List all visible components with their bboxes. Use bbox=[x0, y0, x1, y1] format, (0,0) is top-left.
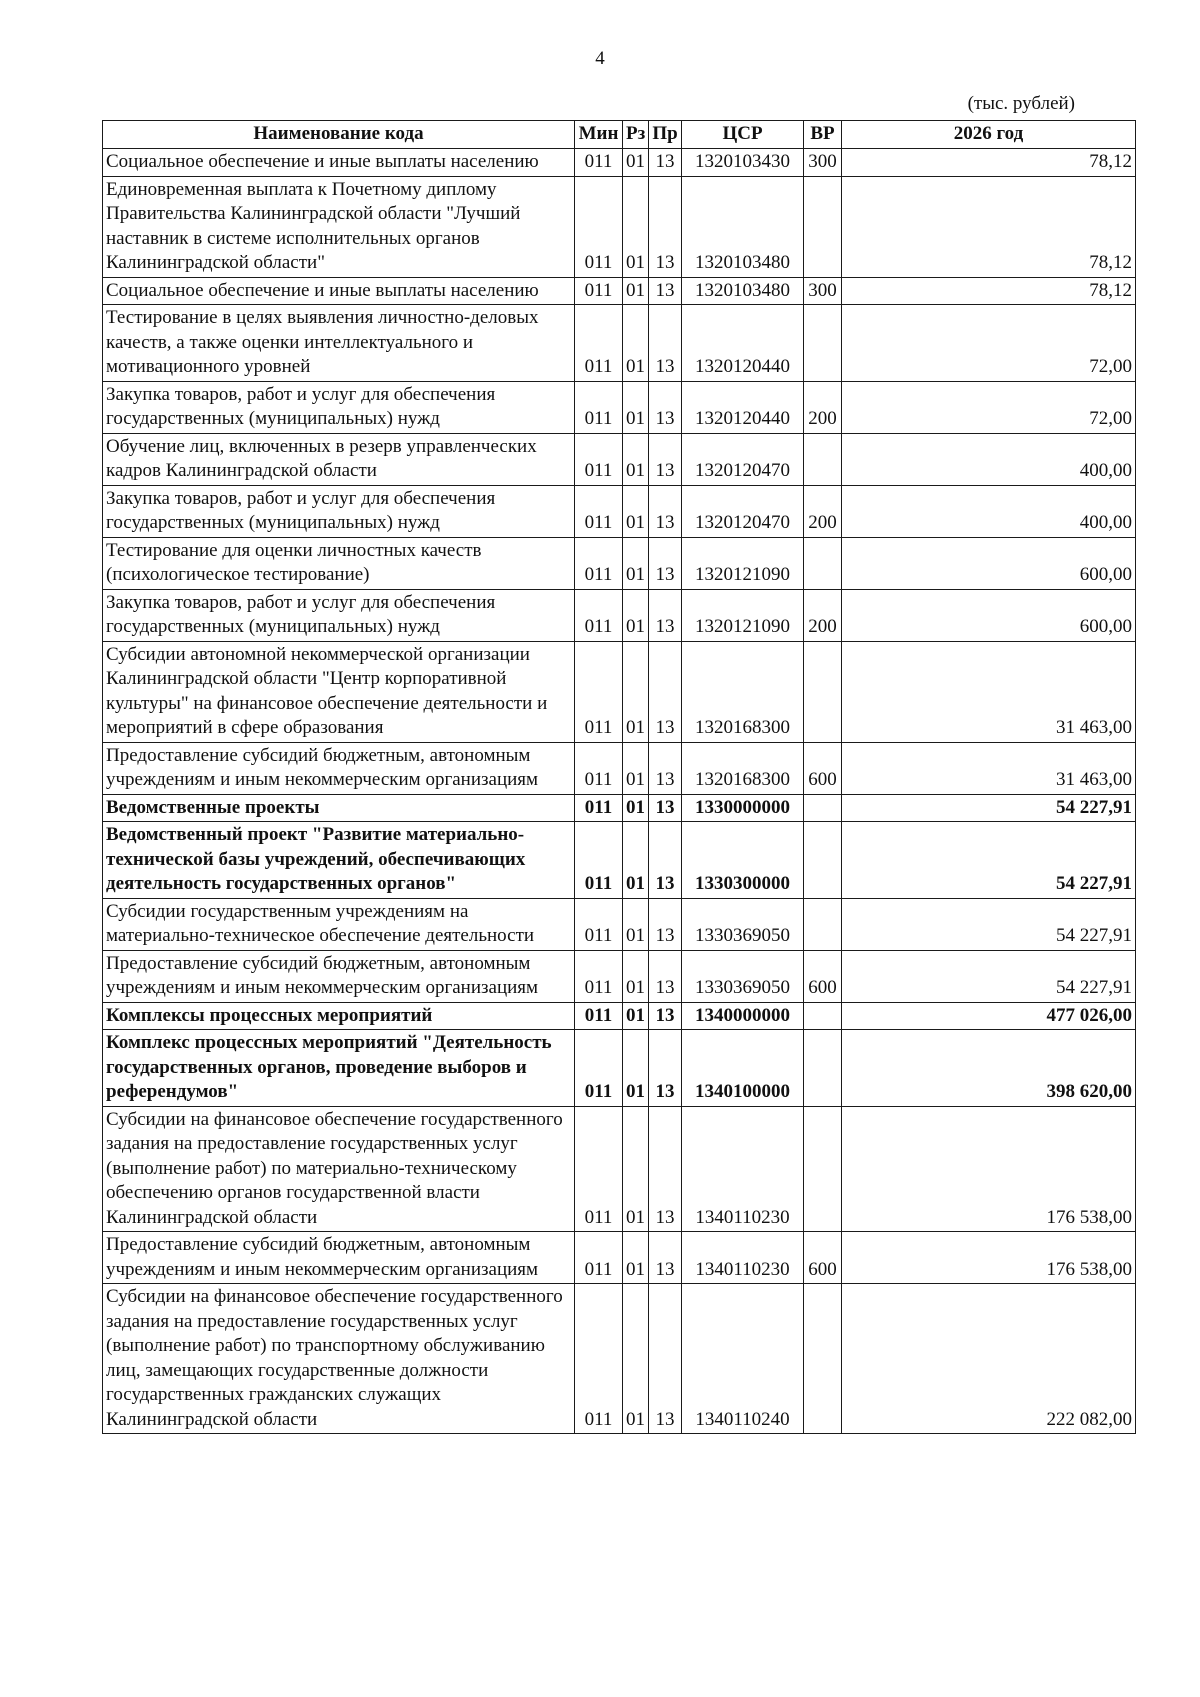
cell-min: 011 bbox=[575, 176, 623, 277]
cell-name: Закупка товаров, работ и услуг для обеспечения государственных (муниципальных) нужд bbox=[103, 381, 575, 433]
cell-pr: 13 bbox=[649, 589, 682, 641]
cell-min: 011 bbox=[575, 433, 623, 485]
units-label: (тыс. рублей) bbox=[967, 93, 1075, 114]
table-row bbox=[103, 641, 1136, 742]
cell-vr: 200 bbox=[804, 381, 842, 433]
cell-csr: 1320103430 bbox=[682, 149, 804, 177]
cell-csr: 1340110230 bbox=[682, 1106, 804, 1232]
cell-pr: 13 bbox=[649, 1030, 682, 1107]
cell-name: Тестирование для оценки личностных качеств (психологическое тестирование) bbox=[103, 537, 575, 589]
cell-csr: 1320103480 bbox=[682, 277, 804, 305]
cell-vr: 600 bbox=[804, 1232, 842, 1284]
cell-csr: 1320103480 bbox=[682, 176, 804, 277]
table-row bbox=[103, 794, 1136, 822]
cell-csr: 1340110240 bbox=[682, 1284, 804, 1434]
cell-rz: 01 bbox=[623, 381, 649, 433]
page-number: 4 bbox=[595, 48, 605, 69]
cell-vr bbox=[804, 433, 842, 485]
cell-vr: 200 bbox=[804, 589, 842, 641]
table-row bbox=[103, 1232, 1136, 1284]
cell-csr: 1330000000 bbox=[682, 794, 804, 822]
cell-min: 011 bbox=[575, 589, 623, 641]
cell-name: Тестирование в целях выявления личностно-деловых качеств, а также оценки интеллектуального и мотивационного уровней bbox=[103, 305, 575, 382]
cell-pr: 13 bbox=[649, 381, 682, 433]
cell-amount: 72,00 bbox=[842, 381, 1136, 433]
table-row bbox=[103, 277, 1136, 305]
cell-pr: 13 bbox=[649, 277, 682, 305]
cell-vr bbox=[804, 1284, 842, 1434]
cell-rz: 01 bbox=[623, 641, 649, 742]
cell-min: 011 bbox=[575, 485, 623, 537]
cell-rz: 01 bbox=[623, 1232, 649, 1284]
cell-amount: 176 538,00 bbox=[842, 1106, 1136, 1232]
cell-name: Субсидии государственным учреждениям на материально-техническое обеспечение деятельности bbox=[103, 898, 575, 950]
cell-name: Комплексы процессных мероприятий bbox=[103, 1002, 575, 1030]
cell-rz: 01 bbox=[623, 1002, 649, 1030]
cell-name: Предоставление субсидий бюджетным, автономным учреждениям и иным некоммерческим организациям bbox=[103, 950, 575, 1002]
cell-csr: 1320168300 bbox=[682, 641, 804, 742]
cell-vr: 300 bbox=[804, 149, 842, 177]
header-vr: ВР bbox=[804, 121, 842, 149]
cell-rz: 01 bbox=[623, 305, 649, 382]
cell-name: Субсидии автономной некоммерческой организации Калининградской области "Центр корпоративной культуры" на финансовое обеспечение деятельности и мероприятий в сфере образования bbox=[103, 641, 575, 742]
table-body bbox=[103, 149, 1136, 1434]
cell-vr bbox=[804, 537, 842, 589]
table-row bbox=[103, 742, 1136, 794]
cell-amount: 600,00 bbox=[842, 537, 1136, 589]
cell-name: Комплекс процессных мероприятий "Деятельность государственных органов, проведение выборов и референдумов" bbox=[103, 1030, 575, 1107]
cell-rz: 01 bbox=[623, 589, 649, 641]
cell-rz: 01 bbox=[623, 537, 649, 589]
cell-amount: 72,00 bbox=[842, 305, 1136, 382]
cell-csr: 1330300000 bbox=[682, 822, 804, 899]
header-pr: Пр bbox=[649, 121, 682, 149]
cell-name: Субсидии на финансовое обеспечение государственного задания на предоставление государственных услуг (выполнение работ) по материально-техническому обеспечению органов государственной власти Калининградской области bbox=[103, 1106, 575, 1232]
cell-min: 011 bbox=[575, 149, 623, 177]
cell-pr: 13 bbox=[649, 641, 682, 742]
cell-rz: 01 bbox=[623, 1106, 649, 1232]
table-row bbox=[103, 1030, 1136, 1107]
cell-rz: 01 bbox=[623, 277, 649, 305]
cell-amount: 78,12 bbox=[842, 149, 1136, 177]
cell-csr: 1320120470 bbox=[682, 433, 804, 485]
cell-csr: 1330369050 bbox=[682, 950, 804, 1002]
cell-rz: 01 bbox=[623, 176, 649, 277]
budget-table bbox=[102, 120, 1136, 1434]
cell-min: 011 bbox=[575, 742, 623, 794]
table-row bbox=[103, 898, 1136, 950]
cell-amount: 54 227,91 bbox=[842, 822, 1136, 899]
table-row bbox=[103, 305, 1136, 382]
cell-rz: 01 bbox=[623, 794, 649, 822]
cell-rz: 01 bbox=[623, 1284, 649, 1434]
cell-pr: 13 bbox=[649, 950, 682, 1002]
header-year: 2026 год bbox=[842, 121, 1136, 149]
cell-name: Субсидии на финансовое обеспечение государственного задания на предоставление государственных услуг (выполнение работ) по транспортному обслуживанию лиц, замещающих государственные должности государственных гражданских служащих Калининградской области bbox=[103, 1284, 575, 1434]
cell-vr: 300 bbox=[804, 277, 842, 305]
table-header-row bbox=[103, 121, 1136, 149]
cell-pr: 13 bbox=[649, 537, 682, 589]
cell-csr: 1320120440 bbox=[682, 305, 804, 382]
cell-csr: 1320120470 bbox=[682, 485, 804, 537]
cell-rz: 01 bbox=[623, 950, 649, 1002]
cell-min: 011 bbox=[575, 950, 623, 1002]
cell-amount: 78,12 bbox=[842, 277, 1136, 305]
table-row bbox=[103, 1284, 1136, 1434]
cell-amount: 31 463,00 bbox=[842, 641, 1136, 742]
cell-csr: 1320168300 bbox=[682, 742, 804, 794]
cell-csr: 1340110230 bbox=[682, 1232, 804, 1284]
cell-name: Социальное обеспечение и иные выплаты населению bbox=[103, 149, 575, 177]
cell-min: 011 bbox=[575, 1232, 623, 1284]
cell-rz: 01 bbox=[623, 1030, 649, 1107]
table-row bbox=[103, 950, 1136, 1002]
cell-pr: 13 bbox=[649, 822, 682, 899]
table-row bbox=[103, 381, 1136, 433]
cell-amount: 600,00 bbox=[842, 589, 1136, 641]
cell-csr: 1320121090 bbox=[682, 589, 804, 641]
cell-pr: 13 bbox=[649, 1106, 682, 1232]
cell-name: Единовременная выплата к Почетному диплому Правительства Калининградской области "Лучший наставник в системе исполнительных органов Калининградской области" bbox=[103, 176, 575, 277]
cell-name: Предоставление субсидий бюджетным, автономным учреждениям и иным некоммерческим организациям bbox=[103, 1232, 575, 1284]
cell-amount: 176 538,00 bbox=[842, 1232, 1136, 1284]
cell-name: Обучение лиц, включенных в резерв управленческих кадров Калининградской области bbox=[103, 433, 575, 485]
cell-rz: 01 bbox=[623, 822, 649, 899]
cell-rz: 01 bbox=[623, 898, 649, 950]
cell-vr bbox=[804, 898, 842, 950]
cell-vr bbox=[804, 794, 842, 822]
cell-vr bbox=[804, 1106, 842, 1232]
cell-name: Закупка товаров, работ и услуг для обеспечения государственных (муниципальных) нужд bbox=[103, 485, 575, 537]
cell-pr: 13 bbox=[649, 742, 682, 794]
cell-name: Ведомственный проект "Развитие материально-технической базы учреждений, обеспечивающих деятельность государственных органов" bbox=[103, 822, 575, 899]
cell-vr bbox=[804, 305, 842, 382]
cell-amount: 400,00 bbox=[842, 485, 1136, 537]
cell-csr: 1320120440 bbox=[682, 381, 804, 433]
cell-rz: 01 bbox=[623, 742, 649, 794]
cell-vr: 200 bbox=[804, 485, 842, 537]
cell-vr: 600 bbox=[804, 742, 842, 794]
cell-rz: 01 bbox=[623, 149, 649, 177]
table-row bbox=[103, 1106, 1136, 1232]
table-row bbox=[103, 537, 1136, 589]
table-row bbox=[103, 433, 1136, 485]
cell-min: 011 bbox=[575, 1106, 623, 1232]
cell-amount: 31 463,00 bbox=[842, 742, 1136, 794]
cell-pr: 13 bbox=[649, 1002, 682, 1030]
cell-amount: 400,00 bbox=[842, 433, 1136, 485]
cell-amount: 54 227,91 bbox=[842, 950, 1136, 1002]
cell-amount: 477 026,00 bbox=[842, 1002, 1136, 1030]
cell-amount: 78,12 bbox=[842, 176, 1136, 277]
cell-pr: 13 bbox=[649, 794, 682, 822]
cell-pr: 13 bbox=[649, 1284, 682, 1434]
cell-vr bbox=[804, 822, 842, 899]
table-row bbox=[103, 176, 1136, 277]
cell-amount: 398 620,00 bbox=[842, 1030, 1136, 1107]
cell-min: 011 bbox=[575, 641, 623, 742]
cell-name: Закупка товаров, работ и услуг для обеспечения государственных (муниципальных) нужд bbox=[103, 589, 575, 641]
cell-min: 011 bbox=[575, 277, 623, 305]
cell-min: 011 bbox=[575, 1002, 623, 1030]
table-row bbox=[103, 1002, 1136, 1030]
header-min: Мин bbox=[575, 121, 623, 149]
cell-vr bbox=[804, 176, 842, 277]
table-row bbox=[103, 822, 1136, 899]
cell-pr: 13 bbox=[649, 898, 682, 950]
header-csr: ЦСР bbox=[682, 121, 804, 149]
cell-vr bbox=[804, 641, 842, 742]
cell-name: Социальное обеспечение и иные выплаты населению bbox=[103, 277, 575, 305]
cell-vr: 600 bbox=[804, 950, 842, 1002]
cell-csr: 1340000000 bbox=[682, 1002, 804, 1030]
cell-pr: 13 bbox=[649, 305, 682, 382]
cell-amount: 54 227,91 bbox=[842, 794, 1136, 822]
cell-rz: 01 bbox=[623, 485, 649, 537]
cell-csr: 1320121090 bbox=[682, 537, 804, 589]
cell-rz: 01 bbox=[623, 433, 649, 485]
cell-name: Предоставление субсидий бюджетным, автономным учреждениям и иным некоммерческим организациям bbox=[103, 742, 575, 794]
cell-csr: 1330369050 bbox=[682, 898, 804, 950]
table-row bbox=[103, 589, 1136, 641]
cell-vr bbox=[804, 1002, 842, 1030]
cell-min: 011 bbox=[575, 822, 623, 899]
table-row bbox=[103, 485, 1136, 537]
header-rz: Рз bbox=[623, 121, 649, 149]
cell-min: 011 bbox=[575, 1284, 623, 1434]
cell-amount: 222 082,00 bbox=[842, 1284, 1136, 1434]
cell-pr: 13 bbox=[649, 1232, 682, 1284]
cell-pr: 13 bbox=[649, 149, 682, 177]
header-name: Наименование кода bbox=[103, 121, 575, 149]
cell-pr: 13 bbox=[649, 485, 682, 537]
cell-amount: 54 227,91 bbox=[842, 898, 1136, 950]
table-row bbox=[103, 149, 1136, 177]
cell-pr: 13 bbox=[649, 433, 682, 485]
cell-csr: 1340100000 bbox=[682, 1030, 804, 1107]
cell-min: 011 bbox=[575, 381, 623, 433]
cell-min: 011 bbox=[575, 1030, 623, 1107]
cell-pr: 13 bbox=[649, 176, 682, 277]
cell-vr bbox=[804, 1030, 842, 1107]
cell-min: 011 bbox=[575, 794, 623, 822]
cell-min: 011 bbox=[575, 305, 623, 382]
cell-min: 011 bbox=[575, 898, 623, 950]
cell-name: Ведомственные проекты bbox=[103, 794, 575, 822]
cell-min: 011 bbox=[575, 537, 623, 589]
